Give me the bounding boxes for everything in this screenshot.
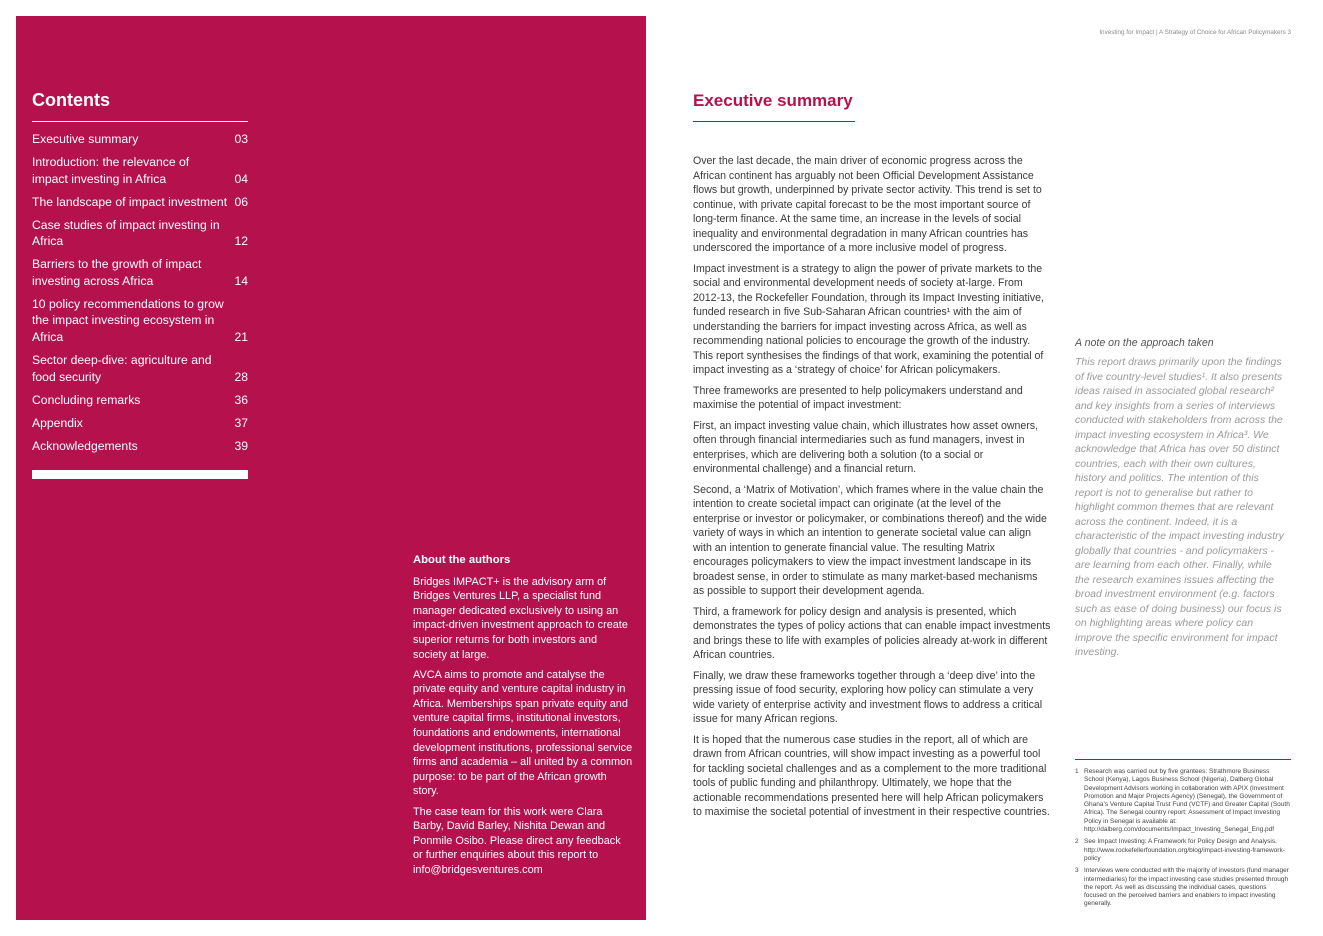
toc-item-title: Acknowledgements [32,438,138,453]
toc-item[interactable] [32,352,248,385]
body-paragraph: Over the last decade, the main driver of economic progress across the African continent has arguably not been Official Development Assistance flows but growth, underpinned by private sector activity. This trend is set to continue, with private capital forecast to be the most important source of long-term finance. At the same time, an increase in the levels of social inequality and environmental degradation in many African countries has underscored the importance of a more inclusive model of progress. [693,155,1042,254]
toc-item-title: Executive summary [32,132,139,146]
toc-item-title: Barriers to the growth of impact investing across Africa [32,257,202,288]
body-paragraph: Impact investment is a strategy to align the power of private markets to the social and environmental development needs of society at-large. From 2012-13, the Rockefeller Foundation, through its Impact Investing initiative, funded research in five Sub-Saharan African countries¹ with the aim of understanding the barriers for impact investing across Africa, as well as recommending national policies to encourage the growth of the industry. This report synthesises the findings of that work, examining the potential of impact investing as a ‘strategy of choice’ for African policymakers. [693,262,1044,376]
toc-item[interactable] [32,217,248,250]
body-paragraph: Third, a framework for policy design and analysis is presented, which demonstrates the types of policy actions that can enable impact investments and brings these to life with examples of policies already at-work in different African countries. [693,605,1051,661]
toc-item-page: 14 [234,273,248,288]
about-authors-paragraph: The case team for this work were Clara Barby, David Barley, Nishita Dewan and Ponmile Osibo. Please direct any feedback or further enquiries about this report to info@bridgesventures.com [413,805,621,876]
body-paragraph: Second, a ‘Matrix of Motivation’, which frames where in the value chain the intention to create societal impact can originate (at the level of the enterprise or investor or policymaker, or combinations thereof) and the wide variety of ways in which an intention to generate societal value can align with an intention to generate financial value. The resulting Matrix encourages policymakers to view the impact investment landscape in its broadest sense, in order to stimulate as many market-based mechanisms as possible to support their development agenda. [693,483,1047,597]
footnote [1075,768,1291,834]
executive-summary-divider [693,121,855,122]
body-paragraph: First, an impact investing value chain, which illustrates how asset owners, often through financial intermediaries such as fund managers, invest in enterprises, which are delivering both a solution (to a social or environmental challenge) and a financial return. [693,419,1039,475]
toc-item-title: Appendix [32,415,83,430]
footnote [1075,867,1291,908]
toc-item[interactable] [32,131,248,148]
approach-note-heading: A note on the approach taken [1075,337,1214,349]
toc-item-page: 28 [234,369,248,384]
toc-item-page: 04 [234,171,248,186]
toc-item-title: Introduction: the relevance of impact investing in Africa [32,155,190,186]
toc-item-title: Sector deep-dive: agriculture and food security [32,353,212,384]
toc-item[interactable] [32,392,248,409]
toc-item-title: Concluding remarks [32,392,141,407]
body-paragraph: Finally, we draw these frameworks together through a ‘deep dive’ into the pressing issue of food security, exploring how policy can stimulate a very wide variety of enterprise activity and investment flows to address a critical issue for many African regions. [693,669,1043,725]
about-authors-heading: About the authors [413,554,511,566]
toc-item[interactable] [32,415,248,432]
toc-item[interactable] [32,438,248,455]
about-authors [413,553,633,883]
footnote-number: 2 [1075,838,1079,846]
toc-item-page: 36 [234,392,248,407]
footnotes-divider [1075,759,1291,760]
footnotes [1075,768,1291,913]
body-paragraph: It is hoped that the numerous case studies in the report, all of which are drawn from African countries, will show impact investing as a powerful tool for tackling societal challenges and as a complement to the more traditional tools of public funding and philanthropy. Ultimately, we hope that the actionable recommendations presented here will help African policymakers to maximise the societal potential of investment in their respective countries. [693,733,1050,818]
contents-title: Contents [32,90,110,110]
footnote-number: 1 [1075,768,1079,775]
toc-item-title: 10 policy recommendations to grow the impact investing ecosystem in Africa [32,296,224,344]
toc-item-title: The landscape of impact investment [32,194,228,209]
toc-item-page: 06 [234,194,248,209]
executive-summary-title: Executive summary [693,91,853,110]
body-paragraph: Three frameworks are presented to help policymakers understand and maximise the potential of impact investment: [693,384,1023,411]
executive-summary-body [693,154,1051,826]
toc-item-page: 37 [234,415,248,430]
toc-item[interactable] [32,256,248,289]
footnote-number: 3 [1075,867,1079,875]
about-authors-paragraph: Bridges IMPACT+ is the advisory arm of Bridges Ventures LLP, a specialist fund manager dedicated exclusively to using an impact-driven investment approach to create superior returns for both investors and society at large. [413,575,628,661]
approach-note-text: This report draws primarily upon the findings of five country-level studies¹. It also presents ideas raised in associated global research² and key insights from a series of interviews conducted with stakeholders from across the impact investing ecosystem in Africa³. We acknowledge that Africa has over 50 distinct countries, each with their own cultures, history and politics. The intention of this report is not to generalise but rather to highlight common themes that are relevant across the continent. Indeed, it is a characteristic of the impact investing industry globally that countries - and policymakers - are learning from each other. Finally, while the research examines issues affecting the broad investment environment (e.g. factors such as ease of doing business) our focus is on highlighting areas where policy can improve the specific environment for impact investing. [1075,356,1284,658]
toc-item-page: 12 [234,234,248,249]
table-of-contents [32,131,248,461]
toc-item-page: 39 [234,438,248,453]
toc-item-page: 03 [234,132,248,146]
about-authors-paragraph: AVCA aims to promote and catalyse the private equity and venture capital industry in Africa. Memberships span private equity and venture capital firms, institutional investors, foundations and endowments, international development institutions, professional service firms and academia – all united by a common purpose: to be part of the African growth story. [413,668,633,798]
contents-end-bar [32,470,248,479]
toc-item-title: Case studies of impact investing in Africa [32,217,220,249]
contents-divider [32,121,248,122]
footnote-text: Interviews were conducted with the majority of investors (fund manager intermediaries) for the impact investing case studies presented through the report. As well as discussing the individual cases, questions focused on the perceived barriers and enablers to impact investing generally. [1084,867,1289,908]
footnote-text: See Impact Investing: A Framework for Policy Design and Analysis. http://www.rockefellerfoundation.org/blog/impact-investing-framework-policy [1084,838,1285,862]
approach-note [1075,337,1289,660]
running-header: Investing for Impact | A Strategy of Choice for African Policymakers 3 [1099,29,1291,36]
toc-item[interactable] [32,296,248,346]
toc-item[interactable] [32,194,248,211]
toc-item-page: 21 [234,329,248,344]
footnote-text: Research was carried out by five grantees: Strathmore Business School (Kenya), Lagos Business School (Nigeria), Dalberg Global Development Advisors working in collaboration with APIX (Investment Promotion and Major Projects Agency) (Senegal), the Government of Ghana’s Venture Capital Trust Fund (VCTF) and Greater Capital (South Africa). The Senegal country report: Assessment of Impact Investing Policy in Senegal is available at: http://dalberg.com/documents/Impact_Investing_Senegal_Eng.pdf [1084,768,1290,834]
footnote [1075,838,1291,863]
toc-item[interactable] [32,154,248,187]
